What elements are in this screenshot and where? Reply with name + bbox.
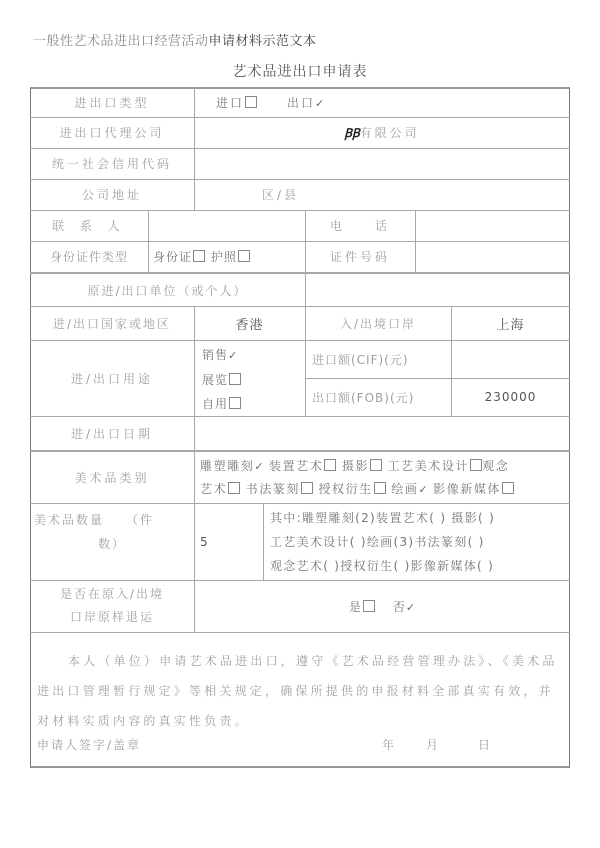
quantity-breakdown: 其中:雕塑雕刻(2)装置艺术( ) 摄影( ) 工艺美术设计( )绘画(3)书法篆刻( ) 观念艺术( )授权衍生( )影像新媒体( ) — [270, 511, 496, 573]
document-header — [33, 30, 317, 49]
passport-checkbox[interactable] — [238, 250, 250, 262]
label-address: 公司地址 — [81, 188, 142, 202]
category-painting[interactable]: 绘画✓ — [391, 482, 428, 496]
label-phone: 电 话 — [329, 219, 390, 233]
id-number-field[interactable] — [415, 241, 570, 272]
import-option[interactable]: 进口 — [216, 94, 257, 111]
id-type-options — [153, 241, 305, 272]
sale-check-icon[interactable]: ✓ — [228, 349, 238, 362]
return-yes-checkbox[interactable] — [363, 600, 375, 612]
passport-option[interactable]: 护照 — [211, 248, 250, 265]
label-return: 是否在原入/出境 口岸原样退运 — [59, 587, 165, 624]
category-photography[interactable]: 摄影 — [342, 459, 382, 473]
fob-value[interactable]: 230000 — [484, 390, 537, 404]
export-check-icon[interactable]: ✓ — [315, 96, 325, 110]
category-licensed[interactable]: 授权衍生 — [318, 482, 385, 496]
origin-unit-field[interactable] — [305, 274, 570, 306]
category-craft-design[interactable]: 工艺美术设计 — [388, 459, 483, 473]
date-field[interactable] — [194, 416, 570, 450]
import-checkbox[interactable] — [245, 96, 257, 108]
label-trade-type: 进出口类型 — [74, 95, 150, 110]
label-credit-code: 统一社会信用代码 — [51, 157, 172, 171]
trade-type-options — [216, 87, 516, 117]
return-options — [194, 580, 570, 632]
date-month-label: 月 — [426, 738, 439, 752]
label-id-type: 身份证件类型 — [49, 250, 128, 264]
label-cif: 进口额(CIF)(元) — [312, 352, 409, 367]
redacted-name: ꞴꞴ — [344, 126, 360, 140]
doc-title-light: 一般性艺术品进出口经营活动 — [33, 34, 209, 49]
label-category: 美术品类别 — [74, 471, 150, 485]
agent-company-value[interactable]: ꞴꞴ 有限公司 — [344, 126, 420, 140]
label-port: 入/出境口岸 — [339, 316, 417, 331]
category-calligraphy[interactable]: 书法篆刻 — [246, 482, 313, 496]
signature-label: 申请人签字/盖章 — [37, 738, 142, 752]
label-purpose: 进/出口用途 — [70, 371, 154, 386]
address-field[interactable]: 区/县 — [262, 188, 300, 202]
category-conceptual[interactable]: 艺术 — [200, 482, 240, 496]
date-year-label: 年 — [382, 738, 395, 752]
category-options: 雕塑雕刻✓ 装置艺术 摄影 工艺美术设计 观念 艺术 书法篆刻 授权衍生 绘画✓ 影像新媒体 — [200, 455, 570, 501]
return-yes-option[interactable]: 是 — [349, 598, 375, 615]
category-installation[interactable]: 装置艺术 — [269, 459, 336, 473]
label-contact: 联 系 人 — [52, 219, 126, 233]
purpose-options — [202, 343, 302, 416]
purpose-exhibit-option[interactable]: 展览 — [202, 368, 302, 392]
doc-title-dark: 申请材料示范文本 — [208, 34, 317, 49]
label-quantity: 美术品数量 （件 数） — [34, 513, 155, 551]
quantity-value[interactable]: 5 — [200, 534, 209, 549]
date-day-label: 日 — [478, 738, 491, 752]
export-option[interactable]: 出口✓ — [287, 95, 325, 110]
purpose-sale-option[interactable]: 销售✓ — [202, 348, 238, 362]
country-value[interactable]: 香港 — [235, 317, 264, 333]
contact-field[interactable] — [148, 210, 305, 241]
return-no-option[interactable]: 否✓ — [392, 599, 416, 614]
category-new-media[interactable]: 影像新媒体 — [433, 482, 514, 496]
credit-code-field[interactable] — [194, 148, 570, 179]
declaration-text: 本人（单位）申请艺术品进出口，遵守《艺术品经营管理办法》、《美术品进出口管理暂行规定》等相关规定，确保所提供的申报材料全部真实有效，并对材料实质内容的真实性负责。 — [37, 654, 558, 728]
category-sculpture[interactable]: 雕塑雕刻✓ — [200, 459, 264, 473]
cif-value[interactable] — [451, 340, 570, 378]
id-card-checkbox[interactable] — [193, 250, 205, 262]
form-title: 艺术品进出口申请表 — [232, 64, 368, 80]
label-country: 进/出口国家或地区 — [52, 316, 172, 331]
purpose-personal-option[interactable]: 自用 — [202, 392, 302, 416]
label-id-number: 证件号码 — [329, 250, 390, 264]
label-date: 进/出口日期 — [70, 426, 154, 441]
port-value[interactable]: 上海 — [496, 317, 525, 333]
label-origin-unit: 原进/出口单位（或个人） — [87, 283, 248, 298]
id-card-option[interactable]: 身份证 — [153, 248, 205, 265]
label-fob: 出口额(FOB)(元) — [312, 390, 415, 405]
phone-field[interactable] — [415, 210, 570, 241]
exhibit-checkbox[interactable] — [229, 373, 241, 385]
return-no-check-icon[interactable]: ✓ — [405, 600, 416, 614]
personal-checkbox[interactable] — [229, 397, 241, 409]
label-agent-company: 进出口代理公司 — [59, 126, 165, 140]
